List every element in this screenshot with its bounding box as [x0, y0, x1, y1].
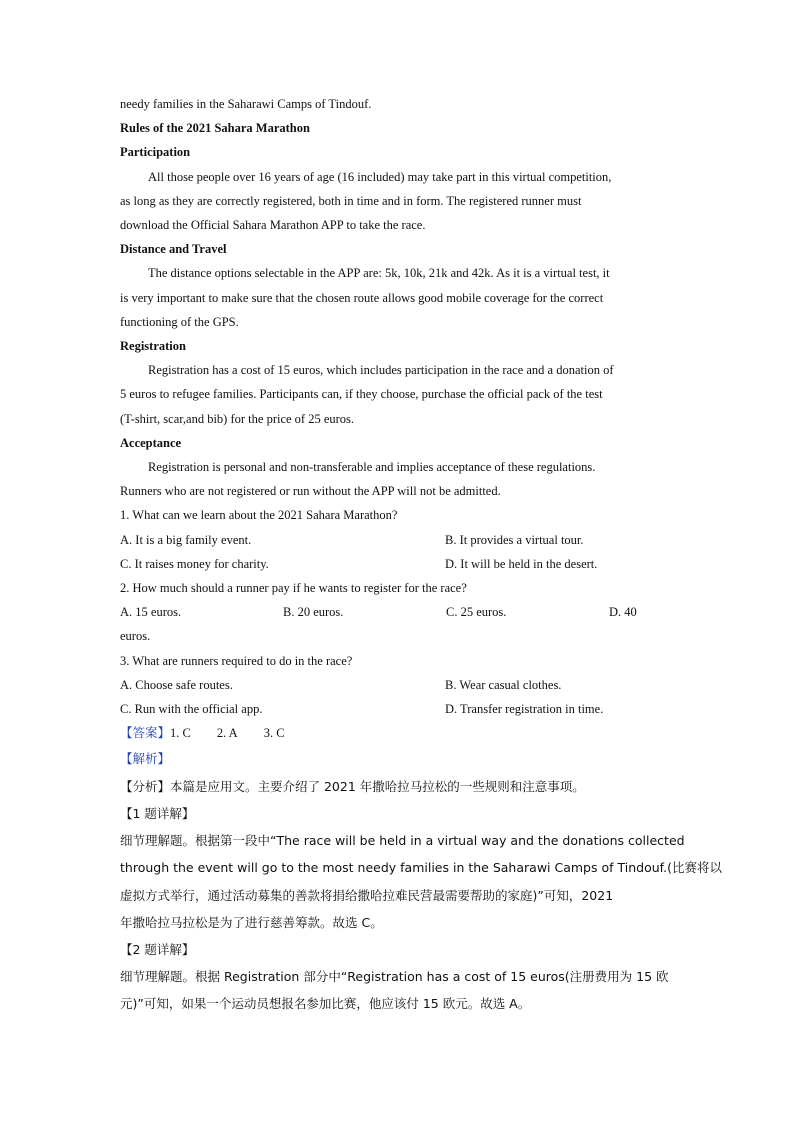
option: D. Transfer registration in time. — [445, 702, 604, 717]
answer-item: 2. A — [216, 726, 238, 741]
analysis-summary: 【分析】本篇是应用文。主要介绍了 2021 年撒哈拉马拉松的一些规则和注意事项。 — [120, 778, 585, 794]
section-line: The distance options selectable in the APP are: 5k, 10k, 21k and 42k. As it is a virtual test, it — [148, 266, 610, 281]
detail-line: 细节理解题。根据 Registration 部分中“Registration has a cost of 15 euros(注册费用为 15 欧 — [120, 969, 669, 985]
section-line: (T-shirt, scar,and bib) for the price of 25 euros. — [120, 411, 355, 426]
answer-line — [120, 721, 672, 745]
section-line: is very important to make sure that the chosen route allows good mobile coverage for the correct — [120, 290, 604, 305]
detail-line: 细节理解题。根据第一段中“The race will be held in a virtual way and the donations collected — [120, 833, 685, 849]
option-row — [120, 673, 672, 697]
section-line: download the Official Sahara Marathon APP to take the race. — [120, 218, 426, 233]
intro-tail: needy families in the Saharawi Camps of Tindouf. — [120, 97, 372, 111]
option-row — [120, 528, 672, 552]
option: A. Choose safe routes. — [120, 677, 233, 692]
detail-line: through the event will go to the most needy families in the Saharawi Camps of Tindouf.(比赛将以 — [120, 860, 722, 876]
section-title: Registration — [120, 339, 186, 354]
option: B. Wear casual clothes. — [445, 677, 562, 692]
section-title: Distance and Travel — [120, 242, 227, 257]
section-line: All those people over 16 years of age (16 included) may take part in this virtual competition, — [148, 169, 612, 184]
section-title: Participation — [120, 145, 191, 160]
option: B. 20 euros. — [283, 605, 344, 620]
section-line: Runners who are not registered or run without the APP will not be admitted. — [120, 484, 501, 499]
answer-item: 1. C — [170, 726, 191, 741]
section-line: Registration is personal and non-transferable and implies acceptance of these regulations. — [148, 460, 596, 475]
section-line: as long as they are correctly registered, both in time and in form. The registered runner must — [120, 193, 582, 208]
document-page — [120, 92, 722, 1018]
question-stem: 1. What can we learn about the 2021 Sahara Marathon? — [120, 508, 398, 523]
option: A. It is a big family event. — [120, 532, 252, 547]
option: C. 25 euros. — [446, 605, 507, 620]
section-line: Registration has a cost of 15 euros, which includes participation in the race and a donation of — [148, 363, 614, 378]
answer-label: 【答案】 — [120, 726, 171, 741]
detail-line: 元)”可知，如果一个运动员想报名参加比赛，他应该付 15 欧元。故选 A。 — [120, 996, 531, 1012]
answer-item: 3. C — [263, 726, 285, 741]
detail-line: 虚拟方式举行，通过活动募集的善款将捐给撒哈拉难民营最需要帮助的家庭)”可知，2021 — [120, 887, 614, 903]
option-row — [120, 600, 672, 624]
section-title: Acceptance — [120, 435, 182, 450]
detail-label: 【2 题详解】 — [120, 941, 195, 957]
section-line: functioning of the GPS. — [120, 314, 239, 329]
detail-label: 【1 题详解】 — [120, 805, 195, 821]
detail-line: 年撒哈拉马拉松是为了进行慈善筹款。故选 C。 — [120, 914, 383, 930]
option-wrap: euros. — [120, 629, 151, 644]
analysis-label: 【解析】 — [120, 751, 171, 767]
option-row — [120, 697, 672, 721]
option: B. It provides a virtual tour. — [445, 532, 584, 547]
option: D. It will be held in the desert. — [445, 556, 598, 571]
option: A. 15 euros. — [120, 605, 182, 620]
option: C. Run with the official app. — [120, 702, 263, 717]
option: C. It raises money for charity. — [120, 556, 269, 571]
question-stem: 3. What are runners required to do in the race? — [120, 653, 353, 668]
passage-heading: Rules of the 2021 Sahara Marathon — [120, 121, 310, 136]
question-stem: 2. How much should a runner pay if he wants to register for the race? — [120, 581, 467, 596]
section-line: 5 euros to refugee families. Participants can, if they choose, purchase the official pack of the test — [120, 387, 603, 402]
option-row — [120, 552, 672, 576]
option: D. 40 — [609, 605, 637, 620]
